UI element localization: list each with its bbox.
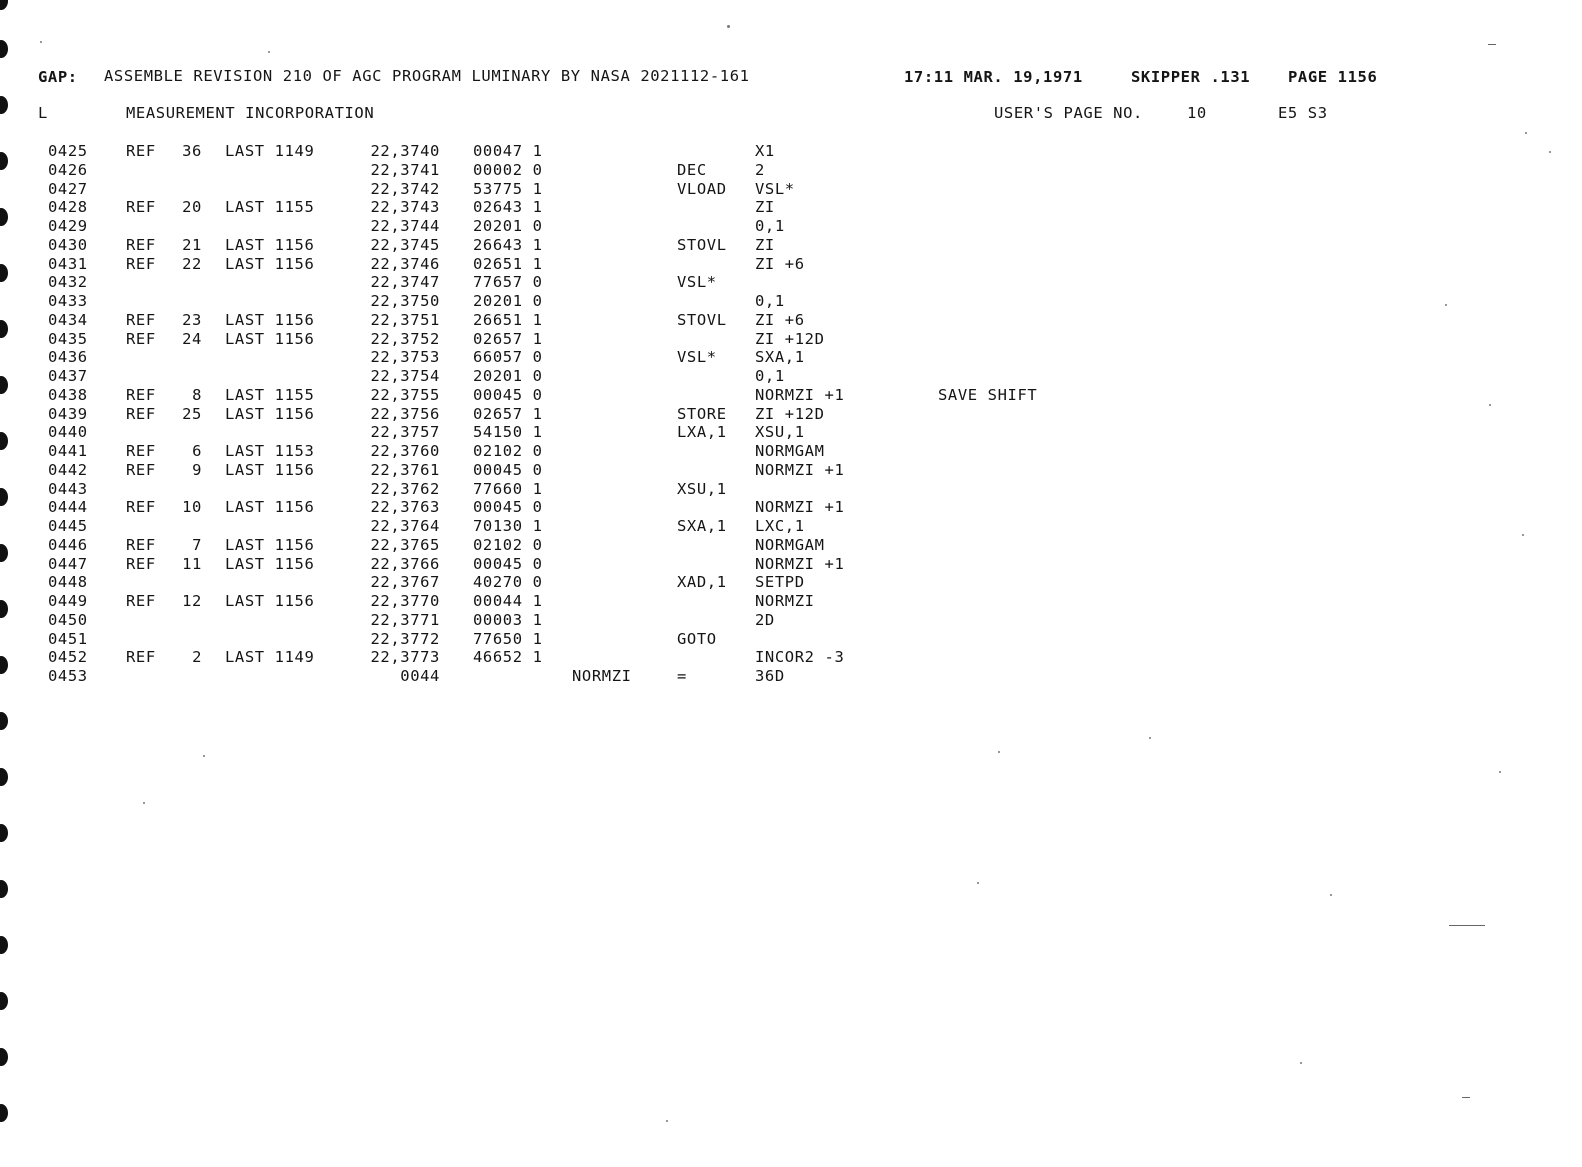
octal-code: 00002 0 <box>473 160 543 179</box>
page-number: PAGE 1156 <box>1288 68 1378 86</box>
address: 22,3763 <box>370 498 440 517</box>
speck <box>1300 1062 1302 1064</box>
opcode: = <box>677 667 687 685</box>
octal-code: 00003 1 <box>473 610 543 629</box>
ref-count: 22 <box>182 254 202 273</box>
ref-keyword: REF <box>126 310 156 329</box>
ref-count: 12 <box>182 592 202 610</box>
operand: ZI <box>755 198 775 217</box>
gap-label: GAP: <box>38 68 78 86</box>
octal-code: 26643 1 <box>473 235 543 254</box>
operand: ZI +6 <box>755 254 805 273</box>
octal-code: 20201 0 <box>473 217 543 235</box>
ref-count: 24 <box>182 329 202 348</box>
line-number: 0428 <box>48 198 88 217</box>
address: 22,3752 <box>370 329 440 348</box>
address: 22,3740 <box>370 142 440 160</box>
last-page-ref: LAST 1155 <box>225 385 315 404</box>
ref-keyword: REF <box>126 442 156 460</box>
last-page-ref: LAST 1156 <box>225 235 315 254</box>
speck <box>727 25 730 28</box>
address: 22,3743 <box>370 198 440 217</box>
listing-line <box>0 498 1582 517</box>
line-number: 0447 <box>48 554 88 573</box>
speck <box>143 802 145 804</box>
sprocket-hole <box>0 40 8 58</box>
listing-line <box>0 142 1582 161</box>
address: 22,3753 <box>370 348 440 367</box>
line-number: 0431 <box>48 254 88 273</box>
last-page-ref: LAST 1156 <box>225 554 315 573</box>
address: 22,3746 <box>370 254 440 273</box>
ref-keyword: REF <box>126 385 156 404</box>
octal-code: 53775 1 <box>473 179 543 198</box>
opcode: SXA,1 <box>677 517 727 535</box>
octal-code: 02657 1 <box>473 329 543 348</box>
listing-line <box>0 480 1582 499</box>
address: 22,3754 <box>370 367 440 385</box>
operator: SKIPPER .131 <box>1131 68 1251 86</box>
listing-line <box>0 367 1582 386</box>
line-number: 0436 <box>48 348 88 367</box>
octal-code: 02643 1 <box>473 198 543 217</box>
octal-code: 77660 1 <box>473 479 543 498</box>
sprocket-hole <box>0 992 8 1010</box>
listing-line <box>0 255 1582 274</box>
line-number: 0437 <box>48 367 88 385</box>
listing-line <box>0 461 1582 480</box>
listing-line <box>0 405 1582 424</box>
ref-keyword: REF <box>126 535 156 554</box>
listing-line <box>0 423 1582 442</box>
address: 22,3766 <box>370 554 440 573</box>
ref-count: 36 <box>182 142 202 160</box>
last-page-ref: LAST 1153 <box>225 442 315 460</box>
ref-count: 2 <box>192 648 202 667</box>
ref-keyword: REF <box>126 142 156 160</box>
octal-code: 02102 0 <box>473 535 543 554</box>
operand: 0,1 <box>755 292 785 310</box>
octal-code: 00045 0 <box>473 554 543 573</box>
last-page-ref: LAST 1149 <box>225 142 315 160</box>
sprocket-hole <box>0 936 8 954</box>
line-number: 0449 <box>48 592 88 610</box>
operand: ZI +12D <box>755 404 825 423</box>
ref-keyword: REF <box>126 592 156 610</box>
listing-line <box>0 217 1582 236</box>
comment: SAVE SHIFT <box>938 385 1038 404</box>
sprocket-hole <box>0 1104 8 1122</box>
ref-count: 20 <box>182 198 202 217</box>
line-number: 0452 <box>48 648 88 667</box>
sprocket-hole <box>0 1048 8 1066</box>
address: 22,3757 <box>370 423 440 442</box>
last-page-ref: LAST 1156 <box>225 310 315 329</box>
listing-line <box>0 517 1582 536</box>
speck <box>1330 894 1332 896</box>
address: 22,3762 <box>370 479 440 498</box>
operand: SETPD <box>755 573 805 592</box>
opcode: VSL* <box>677 273 717 292</box>
listing-line <box>0 555 1582 574</box>
operand: NORMZI <box>755 592 815 610</box>
octal-code: 66057 0 <box>473 348 543 367</box>
last-page-ref: LAST 1156 <box>225 404 315 423</box>
speck <box>666 1120 668 1122</box>
speck <box>203 755 205 757</box>
listing-line <box>0 198 1582 217</box>
line-number: 0451 <box>48 629 88 648</box>
octal-code: 02657 1 <box>473 404 543 423</box>
operand: XSU,1 <box>755 423 805 442</box>
address: 22,3772 <box>370 629 440 648</box>
opcode: DEC <box>677 160 707 179</box>
octal-code: 40270 0 <box>473 573 543 592</box>
speck <box>40 41 42 43</box>
sprocket-hole <box>0 96 8 114</box>
speck <box>268 51 270 53</box>
last-page-ref: LAST 1156 <box>225 592 315 610</box>
sprocket-hole <box>0 712 8 730</box>
last-page-ref: LAST 1155 <box>225 198 315 217</box>
line-number: 0441 <box>48 442 88 460</box>
listing-line <box>0 386 1582 405</box>
log-section-letter: L <box>38 104 48 122</box>
operand: VSL* <box>755 179 795 198</box>
assembly-title: ASSEMBLE REVISION 210 OF AGC PROGRAM LUMINARY BY NASA 2021112-161 <box>104 67 750 85</box>
ref-keyword: REF <box>126 235 156 254</box>
speck <box>1499 771 1501 773</box>
section-title: MEASUREMENT INCORPORATION <box>126 104 375 122</box>
listing-line <box>0 292 1582 311</box>
operand: ZI +6 <box>755 310 805 329</box>
address: 22,3744 <box>370 217 440 235</box>
line-number: 0439 <box>48 404 88 423</box>
last-page-ref: LAST 1149 <box>225 648 315 667</box>
operand: NORMGAM <box>755 535 825 554</box>
address: 22,3747 <box>370 273 440 292</box>
octal-code: 02102 0 <box>473 442 543 460</box>
line-number: 0427 <box>48 179 88 198</box>
last-page-ref: LAST 1156 <box>225 535 315 554</box>
octal-code: 02651 1 <box>473 254 543 273</box>
octal-code: 00045 0 <box>473 498 543 517</box>
address: 22,3745 <box>370 235 440 254</box>
sprocket-hole <box>0 768 8 786</box>
opcode: STOVL <box>677 310 727 329</box>
octal-code: 20201 0 <box>473 367 543 385</box>
ref-count: 23 <box>182 310 202 329</box>
opcode: STOVL <box>677 235 727 254</box>
line-number: 0442 <box>48 460 88 479</box>
last-page-ref: LAST 1156 <box>225 498 315 517</box>
line-number: 0425 <box>48 142 88 160</box>
octal-code: 26651 1 <box>473 310 543 329</box>
operand: ZI +12D <box>755 329 825 348</box>
operand: NORMZI +1 <box>755 498 845 517</box>
operand: NORMZI +1 <box>755 460 845 479</box>
ref-count: 11 <box>182 554 202 573</box>
operand: NORMZI +1 <box>755 385 845 404</box>
listing-line <box>0 667 1582 686</box>
listing-line <box>0 442 1582 461</box>
ref-keyword: REF <box>126 404 156 423</box>
address: 22,3760 <box>370 442 440 460</box>
octal-code: 20201 0 <box>473 292 543 310</box>
opcode: GOTO <box>677 629 717 648</box>
listing-line <box>0 573 1582 592</box>
operand: X1 <box>755 142 775 160</box>
opcode: XAD,1 <box>677 573 727 592</box>
address: 22,3750 <box>370 292 440 310</box>
ref-keyword: REF <box>126 198 156 217</box>
sprocket-hole <box>0 880 8 898</box>
address: 22,3742 <box>370 179 440 198</box>
line-number: 0429 <box>48 217 88 235</box>
octal-code: 00045 0 <box>473 460 543 479</box>
address: 22,3771 <box>370 610 440 629</box>
operand: NORMZI +1 <box>755 554 845 573</box>
octal-code: 77650 1 <box>473 629 543 648</box>
opcode: XSU,1 <box>677 479 727 498</box>
octal-code: 54150 1 <box>473 423 543 442</box>
line-number: 0443 <box>48 479 88 498</box>
listing-line <box>0 611 1582 630</box>
ref-keyword: REF <box>126 254 156 273</box>
address: 22,3755 <box>370 385 440 404</box>
line-number: 0430 <box>48 235 88 254</box>
operand: LXC,1 <box>755 517 805 535</box>
operand: ZI <box>755 235 775 254</box>
address: 22,3751 <box>370 310 440 329</box>
line-number: 0434 <box>48 310 88 329</box>
speck <box>977 882 979 884</box>
address: 22,3770 <box>370 592 440 610</box>
listing-line <box>0 273 1582 292</box>
octal-code: 77657 0 <box>473 273 543 292</box>
speck <box>998 751 1000 753</box>
listing-line <box>0 180 1582 199</box>
user-page-label: USER'S PAGE NO. <box>994 104 1143 122</box>
line-number: 0453 <box>48 667 88 685</box>
octal-code: 00044 1 <box>473 592 543 610</box>
listing-line <box>0 161 1582 180</box>
margin-mark <box>1488 44 1496 45</box>
ref-count: 6 <box>192 442 202 460</box>
line-number: 0448 <box>48 573 88 592</box>
listing-line <box>0 330 1582 349</box>
user-page-number: 10 <box>1187 104 1207 122</box>
opcode: VSL* <box>677 348 717 367</box>
line-number: 0450 <box>48 610 88 629</box>
module-ident: E5 S3 <box>1278 104 1328 122</box>
operand: INCOR2 -3 <box>755 648 845 667</box>
listing-line <box>0 648 1582 667</box>
listing-line <box>0 348 1582 367</box>
line-number: 0438 <box>48 385 88 404</box>
address: 22,3764 <box>370 517 440 535</box>
speck <box>1149 737 1151 739</box>
operand: SXA,1 <box>755 348 805 367</box>
operand: 2 <box>755 160 765 179</box>
listing-line <box>0 592 1582 611</box>
operand: 0,1 <box>755 217 785 235</box>
address: 22,3767 <box>370 573 440 592</box>
line-number: 0444 <box>48 498 88 517</box>
listing-line <box>0 311 1582 330</box>
last-page-ref: LAST 1156 <box>225 254 315 273</box>
listing-line <box>0 630 1582 649</box>
last-page-ref: LAST 1156 <box>225 329 315 348</box>
last-page-ref: LAST 1156 <box>225 460 315 479</box>
symbol-label: NORMZI <box>572 667 632 685</box>
ref-count: 9 <box>192 460 202 479</box>
address: 22,3773 <box>370 648 440 667</box>
ref-keyword: REF <box>126 648 156 667</box>
ref-count: 25 <box>182 404 202 423</box>
opcode: LXA,1 <box>677 423 727 442</box>
octal-code: 70130 1 <box>473 517 543 535</box>
line-number: 0446 <box>48 535 88 554</box>
speck <box>1525 132 1527 134</box>
opcode: VLOAD <box>677 179 727 198</box>
ref-count: 8 <box>192 385 202 404</box>
line-number: 0445 <box>48 517 88 535</box>
address: 0044 <box>400 667 440 685</box>
line-number: 0426 <box>48 160 88 179</box>
sprocket-hole <box>0 824 8 842</box>
opcode: STORE <box>677 404 727 423</box>
sprocket-hole <box>0 0 8 10</box>
line-number: 0440 <box>48 423 88 442</box>
address: 22,3761 <box>370 460 440 479</box>
listing-line <box>0 536 1582 555</box>
ref-count: 7 <box>192 535 202 554</box>
listing-line <box>0 236 1582 255</box>
ref-keyword: REF <box>126 554 156 573</box>
ref-keyword: REF <box>126 498 156 517</box>
octal-code: 00047 1 <box>473 142 543 160</box>
address: 22,3741 <box>370 160 440 179</box>
line-number: 0432 <box>48 273 88 292</box>
margin-mark <box>1449 925 1485 926</box>
address: 22,3765 <box>370 535 440 554</box>
octal-code: 00045 0 <box>473 385 543 404</box>
ref-count: 21 <box>182 235 202 254</box>
operand: NORMGAM <box>755 442 825 460</box>
address: 22,3756 <box>370 404 440 423</box>
octal-code: 46652 1 <box>473 648 543 667</box>
timestamp: 17:11 MAR. 19,1971 <box>904 68 1083 86</box>
line-number: 0433 <box>48 292 88 310</box>
operand: 36D <box>755 667 785 685</box>
margin-mark <box>1462 1097 1470 1098</box>
operand: 0,1 <box>755 367 785 385</box>
ref-keyword: REF <box>126 460 156 479</box>
ref-count: 10 <box>182 498 202 517</box>
ref-keyword: REF <box>126 329 156 348</box>
line-number: 0435 <box>48 329 88 348</box>
operand: 2D <box>755 610 775 629</box>
